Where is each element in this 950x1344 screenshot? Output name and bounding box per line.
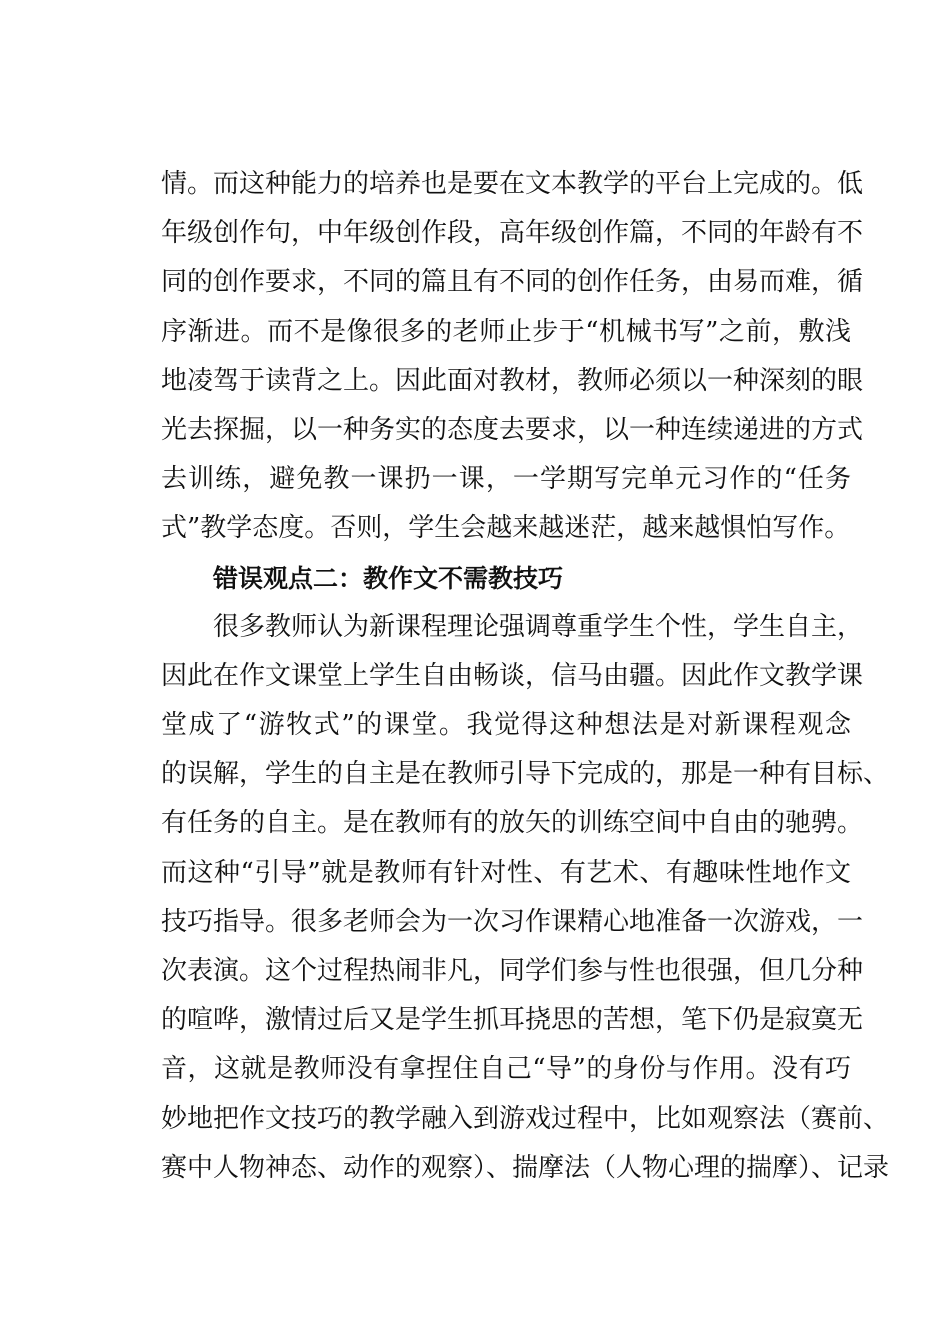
text-line: 而这种“引导”就是教师有针对性、有艺术、有趣味性地作文 xyxy=(161,857,851,888)
text-line: 序渐进。而不是像很多的老师止步于“机械书写”之前，敷浅 xyxy=(161,316,851,347)
section-heading: 错误观点二：教作文不需教技巧 xyxy=(213,563,564,593)
document-body xyxy=(161,160,890,1193)
paragraph-1 xyxy=(161,160,864,554)
text-line: 技巧指导。很多老师会为一次习作课精心地准备一次游戏，一 xyxy=(161,906,864,937)
text-line: 因此在作文课堂上学生自由畅谈，信马由疆。因此作文教学课 xyxy=(161,660,864,691)
text-line: 有任务的自主。是在教师有的放矢的训练空间中自由的驰骋。 xyxy=(161,808,864,839)
text-line: 光去探掘，以一种务实的态度去要求，以一种连续递进的方式 xyxy=(161,414,864,445)
text-line: 的喧哗，激情过后又是学生抓耳挠思的苦想，笔下仍是寂寞无 xyxy=(161,1005,864,1036)
text-line: 堂成了“游牧式”的课堂。我觉得这种想法是对新课程观念 xyxy=(161,710,851,741)
text-line: 情。而这种能力的培养也是要在文本教学的平台上完成的。低 xyxy=(161,169,864,199)
text-line: 地凌驾于读背之上。因此面对教材，教师必须以一种深刻的眼 xyxy=(161,365,864,396)
text-line: 赛中人物神态、动作的观察）、揣摩法（人物心理的揣摩）、记录 xyxy=(161,1152,890,1183)
text-line: 妙地把作文技巧的教学融入到游戏过程中，比如观察法（赛前、 xyxy=(161,1103,890,1134)
text-line: 同的创作要求，不同的篇且有不同的创作任务，由易而难，循 xyxy=(161,267,864,298)
text-line: 很多教师认为新课程理论强调尊重学生个性，学生自主， xyxy=(213,611,864,642)
text-line: 去训练，避免教一课扔一课，一学期写完单元习作的“任务 xyxy=(161,464,851,495)
text-line: 的误解，学生的自主是在教师引导下完成的，那是一种有目标、 xyxy=(161,759,890,790)
paragraph-2 xyxy=(161,603,890,1193)
text-line: 式”教学态度。否则，学生会越来越迷茫，越来越惧怕写作。 xyxy=(161,513,851,544)
text-line: 音，这就是教师没有拿捏住自己“导”的身份与作用。没有巧 xyxy=(161,1054,851,1085)
text-line: 次表演。这个过程热闹非凡，同学们参与性也很强，但几分种 xyxy=(161,956,864,986)
text-line: 年级创作句，中年级创作段，高年级创作篇，不同的年龄有不 xyxy=(161,218,864,249)
